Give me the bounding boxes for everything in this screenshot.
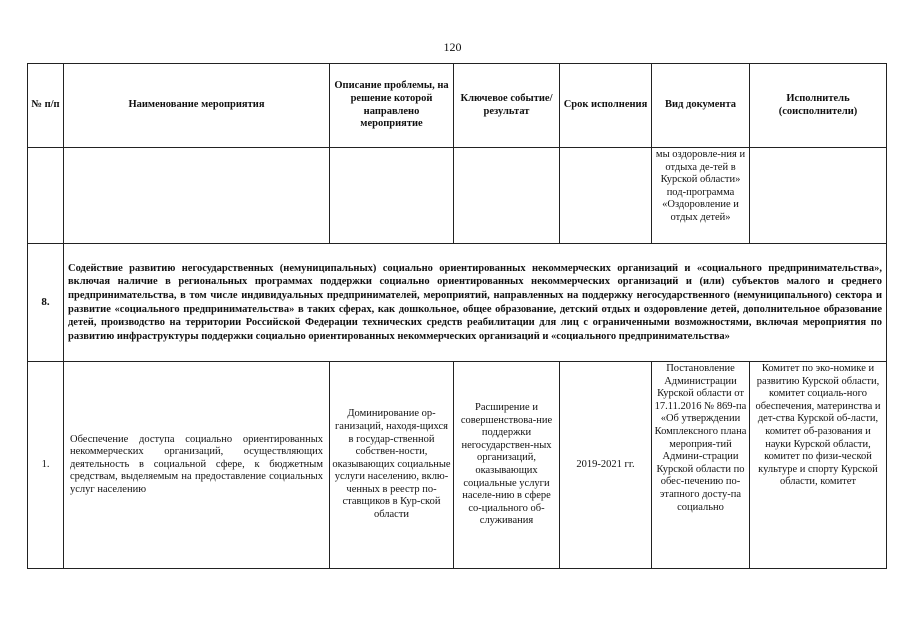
cell-empty <box>750 148 887 244</box>
cell-empty <box>560 148 652 244</box>
cell-empty <box>28 148 64 244</box>
header-num: № п/п <box>28 64 64 148</box>
page-number: 120 <box>443 40 462 54</box>
cell-doc-type-continuation: мы оздоровле-ния и отдыха де-тей в Курской области» под-программа «Оздоровление и отдых детей» <box>652 148 750 244</box>
table-header-row <box>28 64 887 148</box>
header-term: Срок исполнения <box>560 64 652 148</box>
deadline: 2019-2021 гг. <box>560 362 652 569</box>
measure-name: Обеспечение доступа социально ориентированных некоммерческих организаций, осуществляющих деятельность в социальной сфере, к бюджетным средствам, выделяемым на предоставление социальных услуг населению <box>64 362 330 569</box>
measures-table <box>27 63 887 569</box>
cell-empty <box>454 148 560 244</box>
row-number: 1. <box>28 362 64 569</box>
key-event: Расширение и совершенствова-ние поддержки негосударствен-ных организаций, оказывающих социальные услуги населе-нию в сфере со-циального об-служивания <box>454 362 560 569</box>
header-event: Ключевое событие/ результат <box>454 64 560 148</box>
header-doc-type: Вид документа <box>652 64 750 148</box>
executor: Комитет по эко-номике и развитию Курской области, комитет социаль-ного обеспечения, материнства и дет-ства Курской об-ласти, комитет об-разования и науки Курской области, комитет по физи-ческой культуре и спорту Курской области, комитет <box>750 362 887 569</box>
table-row-continuation <box>28 148 887 244</box>
header-problem: Описание проблемы, на решение которой направлено мероприятие <box>330 64 454 148</box>
document-type: Постановление Администрации Курской области от 17.11.2016 № 869-па «Об утверждении Комплексного плана мероприя-тий Админи-страции Курской области по обес-печению по-этапного досту-па социально <box>652 362 750 569</box>
cell-empty <box>64 148 330 244</box>
cell-empty <box>330 148 454 244</box>
header-name: Наименование мероприятия <box>64 64 330 148</box>
table-row-section <box>28 244 887 362</box>
section-number: 8. <box>28 244 64 362</box>
table-row <box>28 362 887 569</box>
header-executor: Исполнитель (соисполнители) <box>750 64 887 148</box>
problem-description: Доминирование ор-ганизаций, находя-щихся в государ-ственной собствен-ности, оказывающих социальные услуги населению, вклю-ченных в реестр по-ставщиков в Кур-ской области <box>330 362 454 569</box>
section-title: Содействие развитию негосударственных (немуниципальных) социально ориентированных некоммерческих организаций и «социального предпринимательства», включая наличие в региональных программах поддержки социально ориентированных некоммерческих организаций и (или) субъектов малого и среднего предпринимательства, в том числе индивидуальных предпринимателей, мероприятий, направленных на поддержку негосударственного (немуниципального) сектора и развитие «социального предпринимательства» в таких сферах, как дошкольное, общее образование, детский отдых и оздоровление детей, дополнительное образование детей, производство на территории Российской Федерации технических средств реабилитации для лиц с ограниченными возможностями, включая мероприятия по развитию инфраструктуры поддержки социально ориентированных некоммерческих организаций и «социального предпринимательства» <box>64 244 887 362</box>
